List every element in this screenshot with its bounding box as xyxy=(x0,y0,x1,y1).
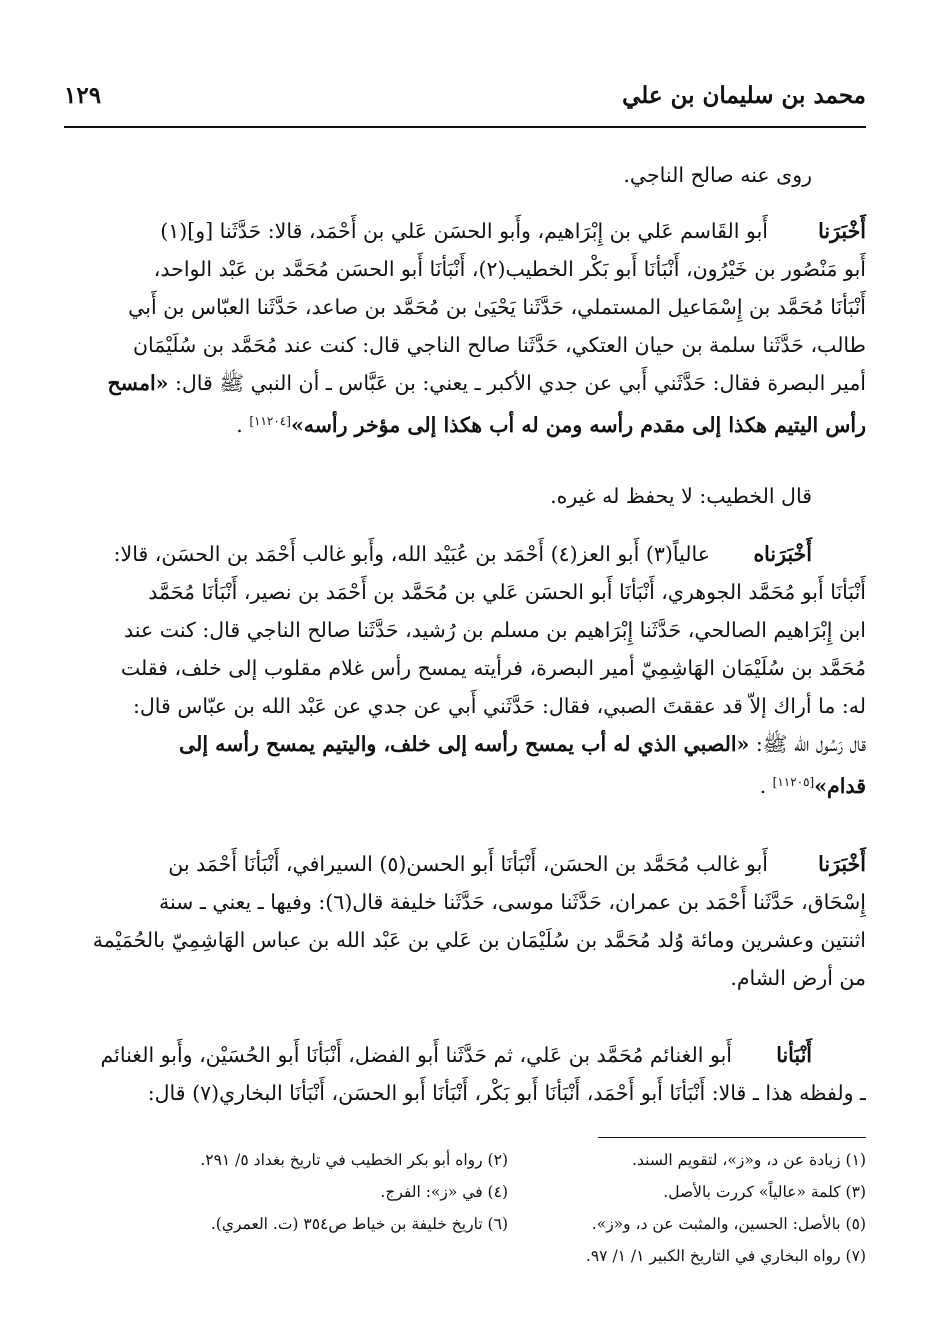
hadith-text: «امسح xyxy=(107,371,169,395)
footnote-4: (٤) في «ز»: الفرج. xyxy=(380,1183,508,1201)
paragraph-line: من أرض الشام. xyxy=(730,966,866,990)
footnote-rule xyxy=(598,1137,866,1138)
paragraph-line: له: ما أراك إلاّ قد عققتَ الصبي، فقال: حَدَّثَني أَبي عن جدي عن عَبْد الله بن عبّاس قال: xyxy=(132,694,866,718)
running-title: محمد بن سليمان بن علي xyxy=(622,82,866,109)
paragraph-line: ابن إِبْرَاهيم الصالحي، حَدَّثَنا إِبْرَاهيم بن مسلم بن رُشيد، حَدَّثَنا صالح الناجي قال: كنت عند xyxy=(124,618,866,642)
paragraph-line: عالياً(٣) أَبو العز(٤) أَحْمَد بن عُبَيْد الله، وأَبو غالب أَحْمَد بن الحسَن، قالا: xyxy=(113,542,710,566)
paragraph-line xyxy=(62,364,866,402)
hadith-text: «الصبي الذي له أب يمسح رأسه إلى خلف، واليتيم يمسح رأسه إلى xyxy=(178,732,750,756)
line-text: قال رَسُول الله ﷺ: xyxy=(755,732,866,756)
hadith-number: [١١٢٠٥] xyxy=(772,775,815,789)
paragraph-line: أَنْبَأنَا مُحَمَّد بن إِسْمَاعيل المستملي، حَدَّثَنا يَحْيَىٰ بن مُحَمَّد بن صاعد، حَدَّثَنا العبّاس بن أَبي xyxy=(128,295,866,319)
paragraph-lead-word: أَنْبَأنا xyxy=(776,1043,812,1067)
line-text: أمير البصرة فقال: حَدَّثَني أَبي عن جدي الأكبر ـ يعني: بن عَبَّاس ـ أن النبي ﷺ قال: xyxy=(174,371,866,395)
paragraph-line xyxy=(62,725,866,763)
footnote-7: (٧) رواه البخاري في التاريخ الكبير ١/ ١/ ٩٧. xyxy=(585,1247,866,1265)
paragraph-line: أَنْبَأنَا أَبو مُحَمَّد الجوهري، أَنْبَأنَا أَبو الحسَن عَلي بن مُحَمَّد بن أَحْمَد بن نصير، أَنْبَأنَا مُحَمَّد xyxy=(148,580,866,604)
paragraph-line: قال الخطيب: لا يحفظ له غيره. xyxy=(550,484,812,508)
paragraph-line: إِسْحَاق، حَدَّثَنا أَحْمَد بن عمران، حَدَّثَنا موسى، حَدَّثَنا خليفة قال(٦): وفيها ـ يعني ـ سنة xyxy=(158,890,866,914)
paragraph-line: أَبو الغنائم مُحَمَّد بن عَلي، ثم حَدَّثَنا أَبو الفضل، أَنْبَأنَا أَبو الحُسَيْن، وأَبو الغنائم xyxy=(100,1043,732,1067)
footnote-1: (١) زيادة عن د، و«ز»، لتقويم السند. xyxy=(632,1151,866,1169)
paragraph-line: مُحَمَّد بن سُلَيْمَان الهَاشِمِيّ أمير البصرة، فرأيته يمسح رأس غلام مقلوب إلى خلف، فقلت xyxy=(120,656,866,680)
hadith-text: رأس اليتيم هكذا إلى مقدم رأسه ومن له أب هكذا إلى مؤخر رأسه» xyxy=(290,413,866,437)
period: . xyxy=(236,413,243,437)
paragraph-line: أَبو مَنْصُور بن خَيْرُون، أَنْبَأنَا أَبو بَكْر الخطيب(٢)، أَنْبَأنَا أَبو الحسَن مُحَمَّد بن عَبْد الواحد، xyxy=(153,257,866,281)
footnote-6: (٦) تاريخ خليفة بن خياط ص٣٥٤ (ت. العمري). xyxy=(210,1215,508,1233)
paragraph-lead-word: أَخْبَرَنا xyxy=(818,852,866,876)
paragraph-line xyxy=(62,402,866,440)
footnote-2: (٢) رواه أبو بكر الخطيب في تاريخ بغداد ٥/ ٢٩١. xyxy=(200,1151,508,1169)
paragraph-line: أَبو غالب مُحَمَّد بن الحسَن، أَنْبَأنَا أَبو الحسن(٥) السيرافي، أَنْبَأنَا أَحْمَد بن xyxy=(168,852,768,876)
paragraph-line: روى عنه صالح الناجي. xyxy=(623,163,812,187)
paragraph-line: أَبو القَاسم عَلي بن إِبْرَاهيم، وأَبو الحسَن عَلي بن أَحْمَد، قالا: حَدَّثَنا [و](١) xyxy=(160,219,768,243)
hadith-number: [١١٢٠٤] xyxy=(249,414,291,428)
paragraph-line xyxy=(62,763,866,801)
period: . xyxy=(759,774,767,798)
header-rule xyxy=(64,126,866,128)
paragraph-line: اثنتين وعشرين ومائة وُلد مُحَمَّد بن سُلَيْمَان بن عَلي بن عَبْد الله بن عباس الهَاشِمِيّ بالحُمَيْمة xyxy=(92,928,866,952)
footnote-3: (٣) كلمة «عالياً» كررت بالأصل. xyxy=(663,1183,866,1201)
paragraph-line: طالب، حَدَّثَنا سلمة بن حيان العتكي، حَدَّثَنا صالح الناجي قال: كنت عند مُحَمَّد بن سُلَيْمَان xyxy=(132,333,866,357)
page-number: ١٢٩ xyxy=(64,82,102,109)
hadith-text: قدام» xyxy=(814,774,866,798)
paragraph-lead-word: أَخْبَرَناه xyxy=(753,542,812,566)
footnote-5: (٥) بالأصل: الحسين، والمثبت عن د، و«ز». xyxy=(591,1215,866,1233)
paragraph-line: ـ ولفظه هذا ـ قالا: أَنْبَأنَا أَبو أَحْمَد، أَنْبَأنَا أَبو بَكْر، أَنْبَأنَا أَبو الحسَن، أَنْبَأنَا البخاري(٧) قال: xyxy=(147,1081,866,1105)
paragraph-lead-word: أَخْبَرَنا xyxy=(818,219,866,243)
